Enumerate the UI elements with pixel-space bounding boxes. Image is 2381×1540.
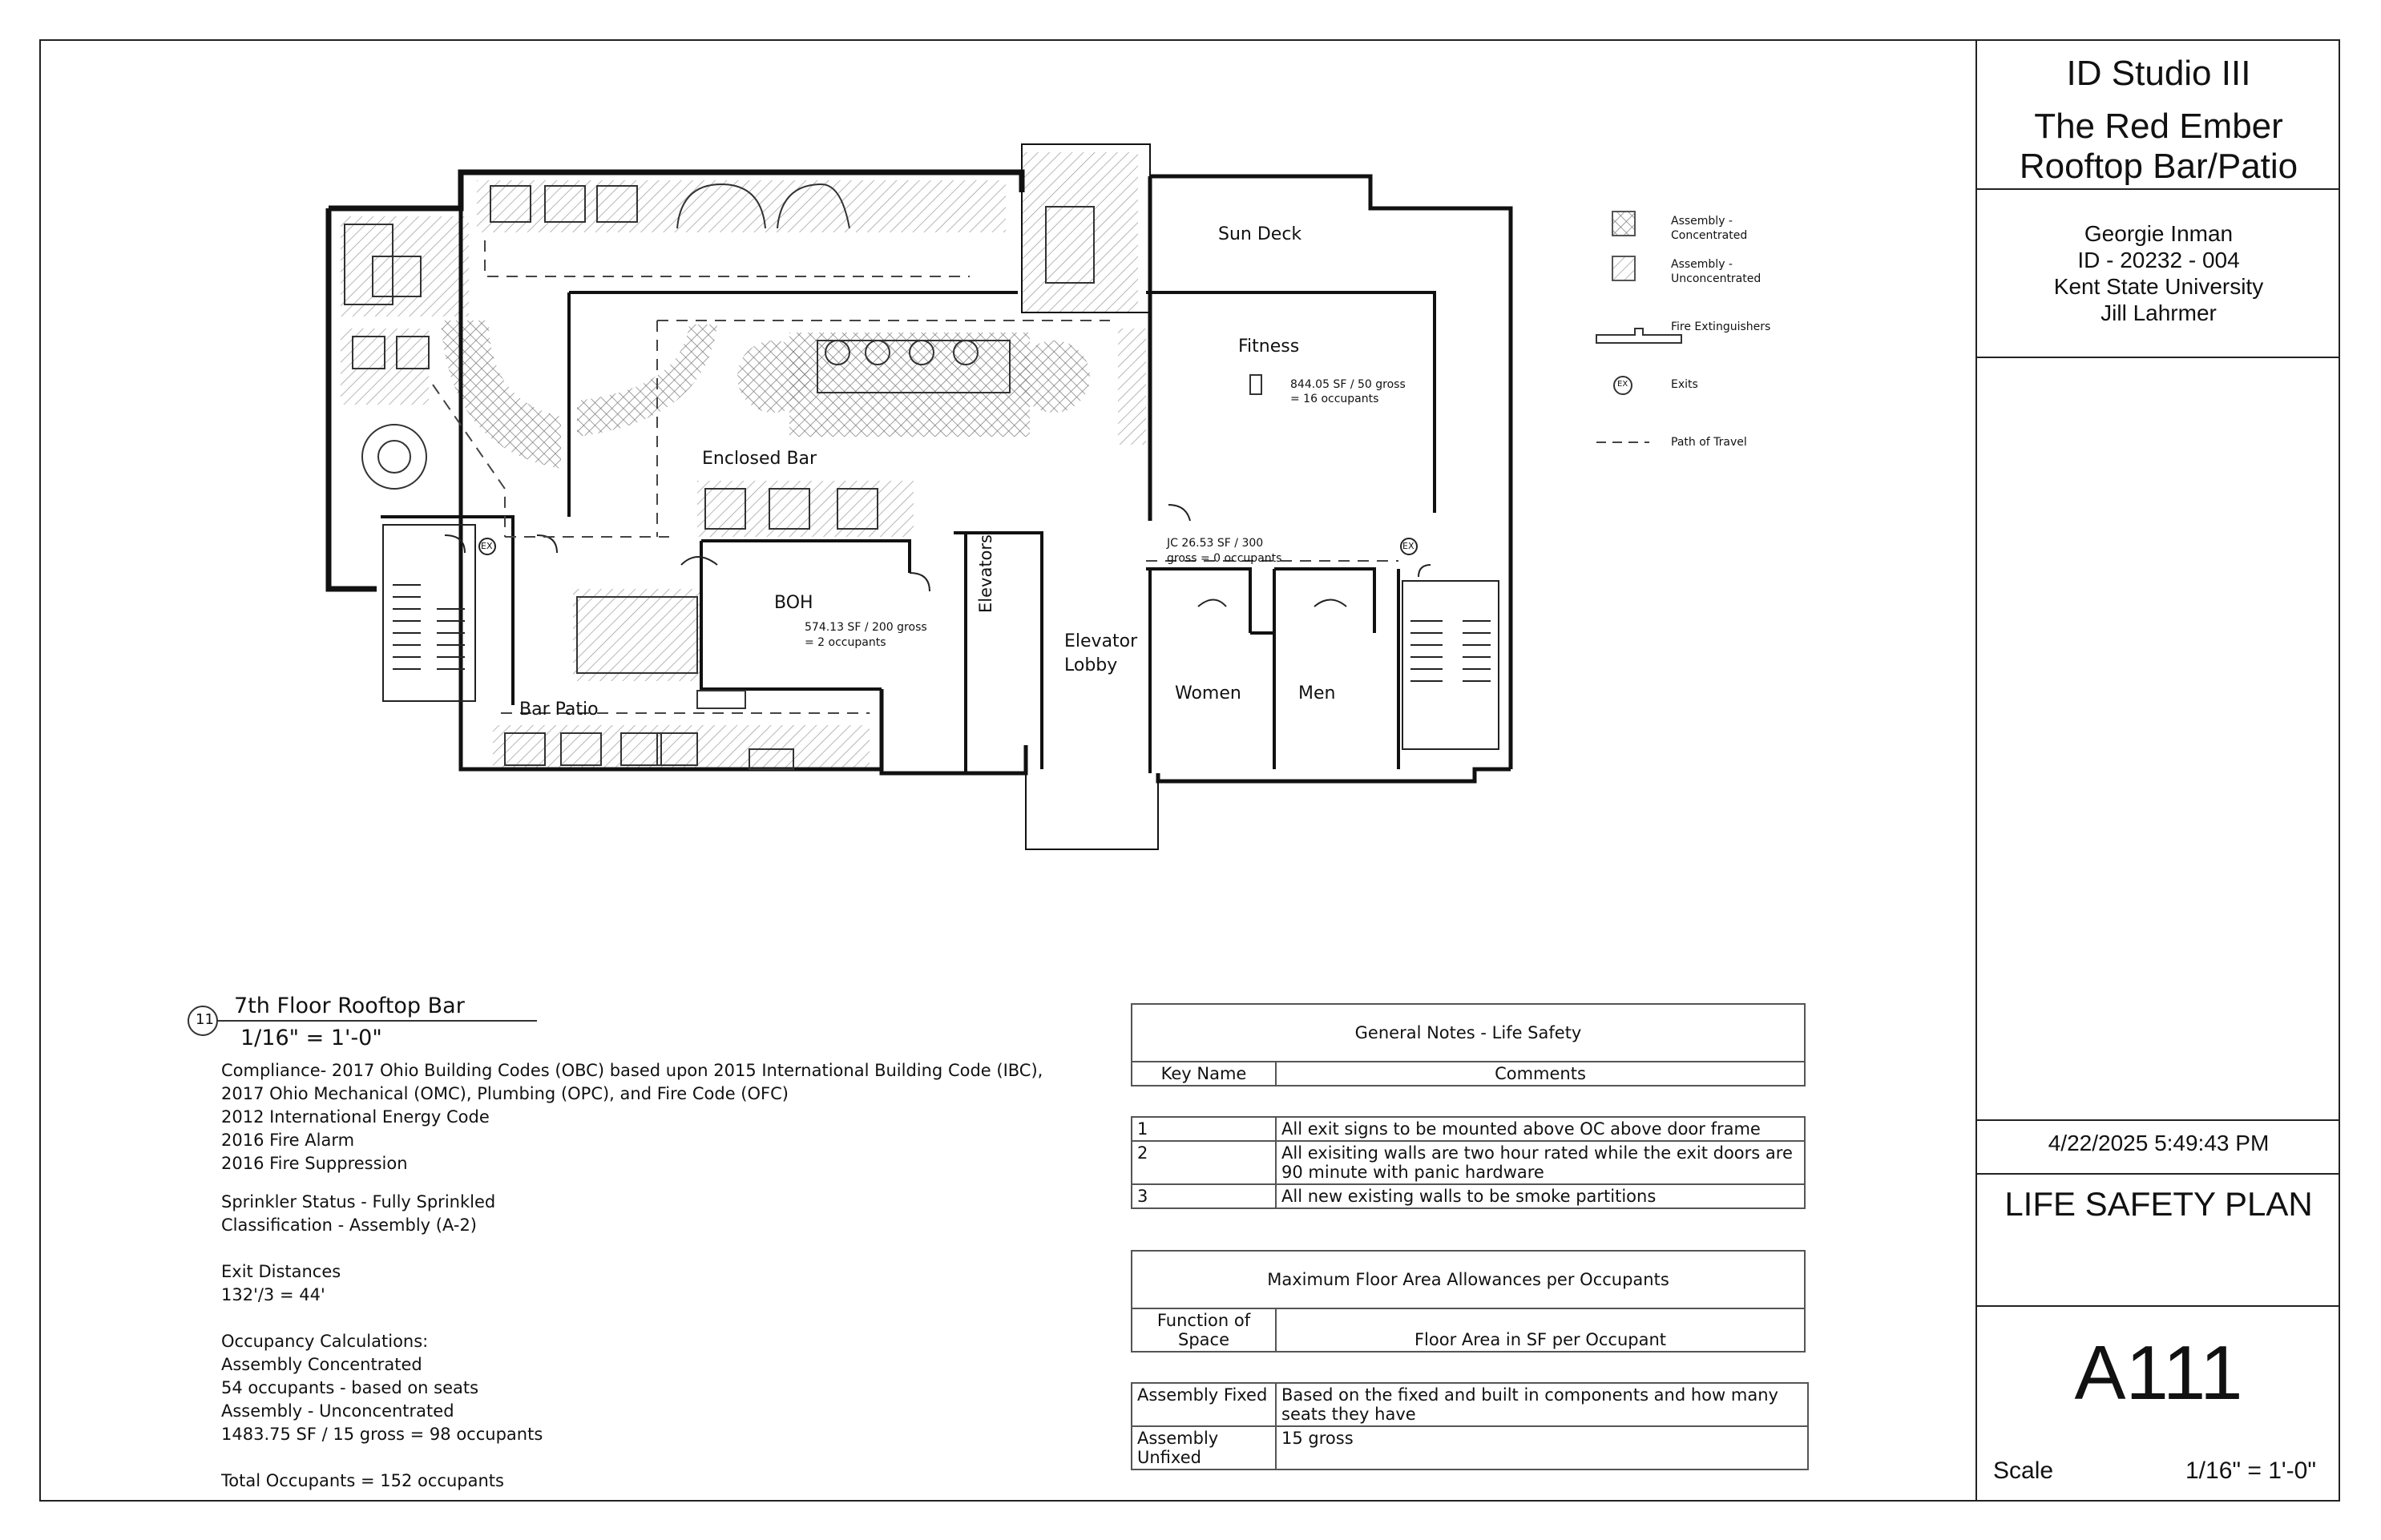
legend-exits: Exits xyxy=(1671,378,1698,391)
floor-area-rows xyxy=(1131,1382,1809,1470)
note-classification: Classification - Assembly (A-2) xyxy=(221,1215,477,1235)
note-occupancy-calc: Occupancy Calculations: xyxy=(221,1332,429,1351)
table-row xyxy=(1132,1426,1808,1469)
scale-value: 1/16" = 1'-0" xyxy=(2185,1457,2316,1484)
sheet-title: LIFE SAFETY PLAN xyxy=(2004,1185,2313,1223)
table-row xyxy=(1132,1117,1805,1141)
room-label-enclosed-bar: Enclosed Bar xyxy=(702,449,817,469)
lounge-hatch xyxy=(341,216,469,316)
exit-label-west: EX xyxy=(481,541,493,551)
note-compliance-1: Compliance- 2017 Ohio Building Codes (OBC) based upon 2015 International Building Code (IBC), xyxy=(221,1061,1043,1080)
drawing-title: 7th Floor Rooftop Bar xyxy=(234,994,465,1018)
fitness-area-calc: 844.05 SF / 50 gross xyxy=(1290,378,1406,391)
university: Kent State University xyxy=(2053,274,2264,299)
room-label-sun-deck: Sun Deck xyxy=(1218,224,1302,244)
legend-unconcentrated-2: Unconcentrated xyxy=(1671,272,1762,285)
course-name: ID Studio III xyxy=(2066,54,2251,93)
legend-exit-symbol-text: EX xyxy=(1617,380,1628,389)
note-alarm: 2016 Fire Alarm xyxy=(221,1131,355,1150)
header-floor-area: Floor Area in SF per Occupant xyxy=(1276,1308,1805,1352)
round-table xyxy=(362,425,426,489)
print-date: 4/22/2025 5:49:43 PM xyxy=(2048,1131,2270,1155)
room-label-boh: BOH xyxy=(774,593,813,613)
boh-area-calc: 574.13 SF / 200 gross xyxy=(805,621,927,634)
legend-symbols xyxy=(1596,212,1681,442)
room-label-elevator-lobby-2: Lobby xyxy=(1064,655,1118,675)
room-label-fitness: Fitness xyxy=(1238,337,1300,357)
comment-cell: All exisiting walls are two hour rated while the exit doors are 90 minute with panic hardware xyxy=(1276,1141,1805,1184)
function-cell: Assembly Fixed xyxy=(1132,1383,1276,1426)
room-label-elevator-lobby-1: Elevator xyxy=(1064,631,1138,651)
room-label-women: Women xyxy=(1175,683,1241,703)
function-cell: Assembly Unfixed xyxy=(1132,1426,1276,1469)
concentrated-swatch xyxy=(1612,212,1635,236)
table-row xyxy=(1132,1141,1805,1184)
course-id: ID - 20232 - 004 xyxy=(2077,248,2240,272)
note-energy: 2012 International Energy Code xyxy=(221,1107,490,1127)
area-cell: Based on the fixed and built in components and how many seats they have xyxy=(1276,1383,1808,1426)
general-notes-title: General Notes - Life Safety xyxy=(1132,1004,1805,1062)
room-label-elevators: Elevators xyxy=(976,534,995,613)
sheet-number: A111 xyxy=(2074,1330,2243,1416)
east-bar-hatch xyxy=(1118,329,1146,445)
round-table-center xyxy=(378,441,410,473)
fitness-equipment xyxy=(1250,375,1261,394)
note-assembly-unconcentrated: Assembly - Unconcentrated xyxy=(221,1401,454,1421)
planter-hatch xyxy=(1022,152,1138,312)
exit-label-east: EX xyxy=(1402,541,1414,551)
room-label-men: Men xyxy=(1298,683,1336,703)
project-name-line2: Rooftop Bar/Patio xyxy=(2019,147,2298,186)
legend-unconcentrated-1: Assembly - xyxy=(1671,258,1733,271)
key-cell: 1 xyxy=(1132,1117,1276,1141)
header-key-name: Key Name xyxy=(1132,1062,1276,1086)
note-assembly-concentrated: Assembly Concentrated xyxy=(221,1355,422,1374)
legend-path-of-travel: Path of Travel xyxy=(1671,436,1747,449)
jc-area-calc: JC 26.53 SF / 300 xyxy=(1167,537,1264,550)
round-booth-hatch xyxy=(1018,341,1090,413)
header-comments: Comments xyxy=(1276,1062,1805,1086)
scale-label: Scale xyxy=(1993,1457,2054,1484)
note-assembly-concentrated-value: 54 occupants - based on seats xyxy=(221,1378,479,1397)
general-notes-table xyxy=(1131,1003,1806,1086)
unconcentrated-swatch xyxy=(1612,256,1635,280)
fire-extinguisher-symbol xyxy=(1596,329,1681,343)
note-compliance-2: 2017 Ohio Mechanical (OMC), Plumbing (OPC), and Fire Code (OFC) xyxy=(221,1084,789,1103)
note-total-occupants: Total Occupants = 152 occupants xyxy=(221,1471,504,1490)
drawing-scale: 1/16" = 1'-0" xyxy=(240,1026,382,1050)
area-cell: 15 gross xyxy=(1276,1426,1808,1469)
comment-cell: All exit signs to be mounted above OC above door frame xyxy=(1276,1117,1805,1141)
floor-area-title: Maximum Floor Area Allowances per Occupants xyxy=(1132,1251,1805,1308)
booth-hatch xyxy=(573,589,701,681)
room-label-bar-patio: Bar Patio xyxy=(519,699,599,720)
note-exit-calc: 132'/3 = 44' xyxy=(221,1285,325,1304)
fitness-occupants: = 16 occupants xyxy=(1290,393,1379,405)
legend-fire-extinguishers: Fire Extinguishers xyxy=(1671,320,1771,333)
round-booth-hatch xyxy=(737,341,809,413)
legend-concentrated-2: Concentrated xyxy=(1671,229,1748,242)
inner-bar-hatch xyxy=(577,325,717,437)
boh-occupants: = 2 occupants xyxy=(805,636,886,649)
floor-area-table xyxy=(1131,1250,1806,1353)
header-function-of-space: Function of Space xyxy=(1132,1308,1276,1352)
table-row xyxy=(1132,1184,1805,1208)
jc-occupants: gross = 0 occupants xyxy=(1167,552,1282,565)
key-cell: 3 xyxy=(1132,1184,1276,1208)
note-exit-distances: Exit Distances xyxy=(221,1262,341,1281)
instructor: Jill Lahrmer xyxy=(2101,300,2217,325)
table-row xyxy=(1132,1383,1808,1426)
note-assembly-unconcentrated-value: 1483.75 SF / 15 gross = 98 occupants xyxy=(221,1425,543,1444)
comment-cell: All new existing walls to be smoke partitions xyxy=(1276,1184,1805,1208)
note-suppression: 2016 Fire Suppression xyxy=(221,1154,408,1173)
note-sprinkler: Sprinkler Status - Fully Sprinkled xyxy=(221,1192,496,1211)
concentrated-hatch-zones xyxy=(441,320,1090,469)
project-name-line1: The Red Ember xyxy=(2034,107,2283,146)
drawing-number: 11 xyxy=(196,1011,214,1028)
key-cell: 2 xyxy=(1132,1141,1276,1184)
general-notes-rows xyxy=(1131,1116,1806,1209)
east-stair-treads xyxy=(1410,621,1491,681)
patio-hatch xyxy=(493,725,870,769)
legend-concentrated-1: Assembly - xyxy=(1671,215,1733,228)
west-stair-treads xyxy=(393,585,465,669)
designer-name: Georgie Inman xyxy=(2084,221,2234,246)
